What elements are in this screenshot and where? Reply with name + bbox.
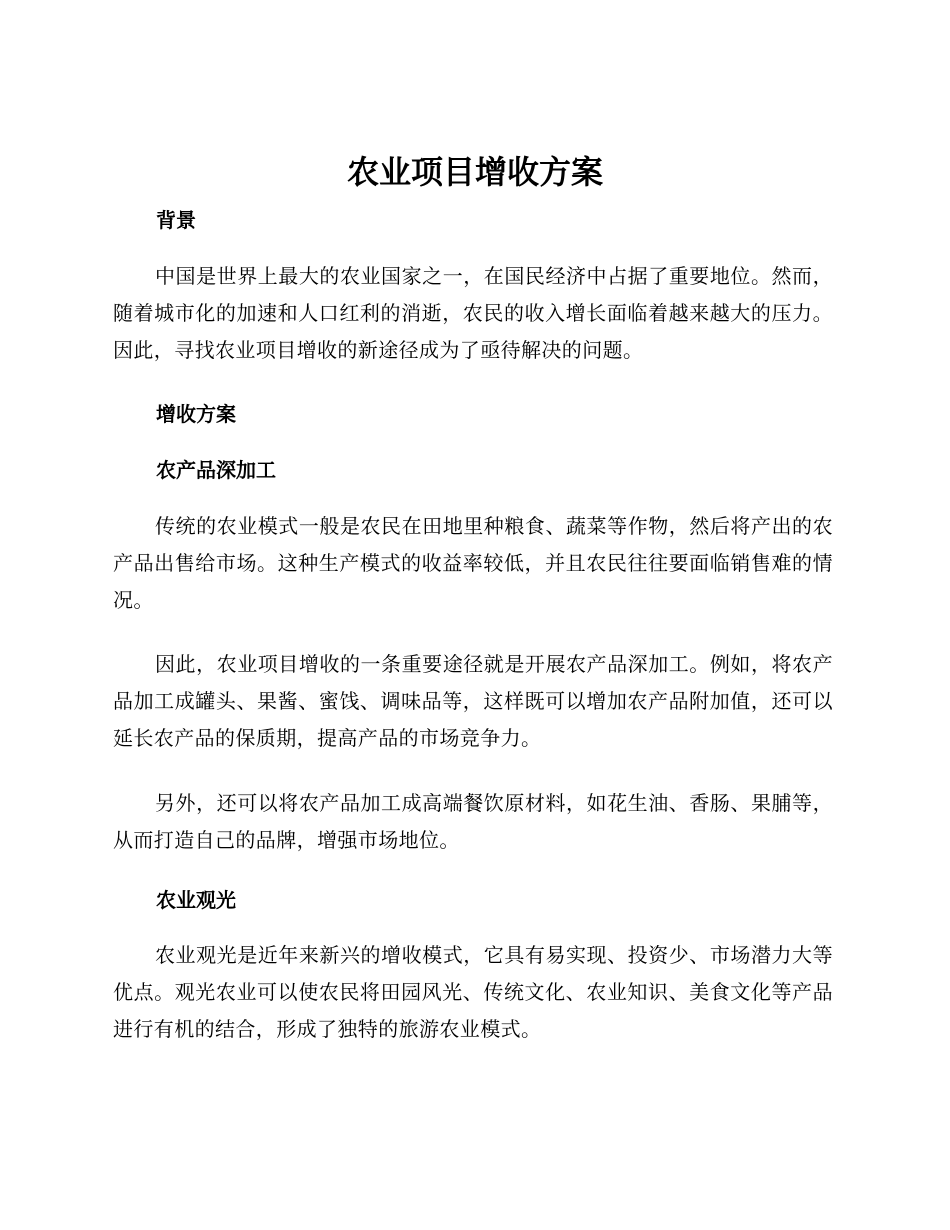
section-heading-agri-tourism: 农业观光 (156, 888, 236, 912)
deep-processing-paragraph-1: 传统的农业模式一般是农民在田地里种粮食、蔬菜等作物，然后将产出的农产品出售给市场。这种生产模式的收益率较低，并且农民往往要面临销售难的情况。 (113, 514, 833, 612)
section-heading-background: 背景 (156, 208, 196, 232)
deep-processing-paragraph-3: 另外，还可以将农产品加工成高端餐饮原材料，如花生油、香肠、果脯等，从而打造自己的品牌，增强市场地位。 (113, 791, 833, 852)
document-title: 农业项目增收方案 (346, 153, 603, 191)
deep-processing-paragraph-2: 因此，农业项目增收的一条重要途径就是开展农产品深加工。例如，将农产品加工成罐头、果酱、蜜饯、调味品等，这样既可以增加农产品附加值，还可以延长农产品的保质期，提高产品的市场竞争力。 (113, 652, 833, 750)
agri-tourism-paragraph: 农业观光是近年来新兴的增收模式，它具有易实现、投资少、市场潜力大等优点。观光农业可以使农民将田园风光、传统文化、农业知识、美食文化等产品进行有机的结合，形成了独特的旅游农业模式。 (113, 943, 833, 1041)
background-paragraph: 中国是世界上最大的农业国家之一，在国民经济中占据了重要地位。然而，随着城市化的加速和人口红利的消逝，农民的收入增长面临着越来越大的压力。因此，寻找农业项目增收的新途径成为了亟待解决的问题。 (113, 264, 833, 362)
section-heading-deep-processing: 农产品深加工 (156, 458, 276, 482)
section-heading-income-plan: 增收方案 (156, 402, 236, 426)
